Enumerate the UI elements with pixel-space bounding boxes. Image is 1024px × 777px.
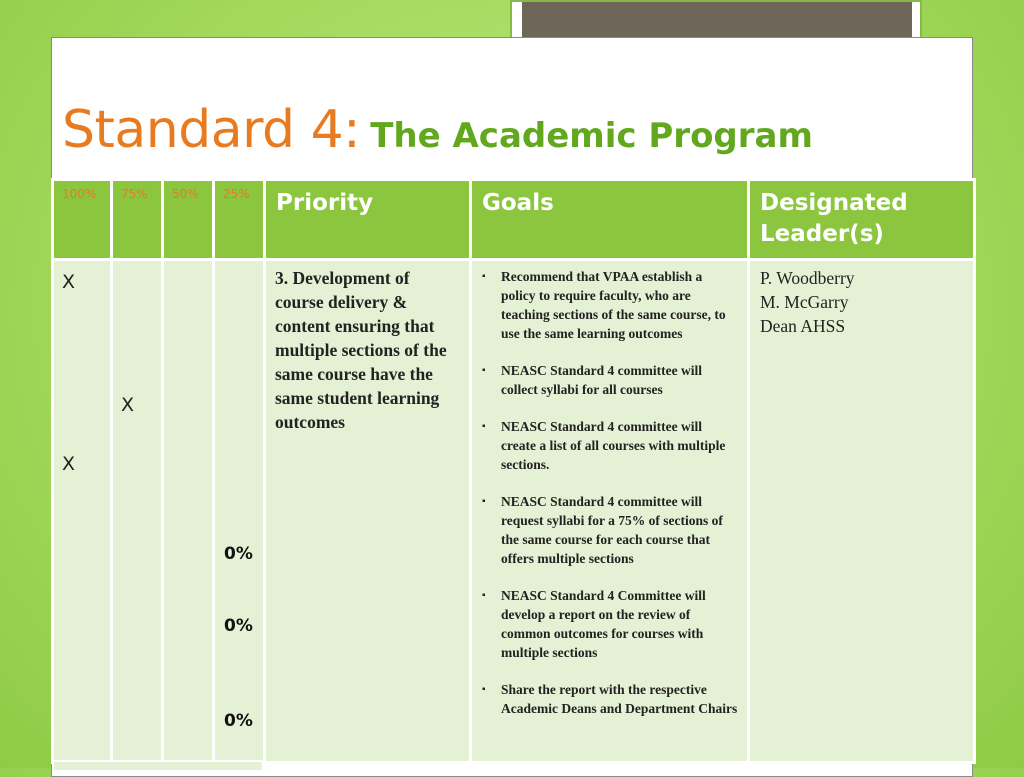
cell-100-percent — [54, 261, 110, 761]
mark-x: X — [62, 271, 76, 293]
leader-name: P. Woodberry — [760, 268, 855, 288]
goal-text: NEASC Standard 4 Committee will develop a report on the review of common outcomes for courses with multiple sections — [501, 588, 706, 660]
cell-designated-leaders — [750, 261, 973, 761]
cell-priority — [266, 261, 469, 761]
mark-x: X — [62, 453, 76, 475]
percent-value: 0% — [224, 544, 253, 564]
header-25-percent: 25% — [215, 181, 263, 258]
goals-list — [472, 261, 747, 718]
goal-text: NEASC Standard 4 committee will create a list of all courses with multiple sections. — [501, 419, 726, 472]
square-bullet-icon: ▪ — [482, 421, 486, 432]
cell-25-percent — [215, 261, 263, 761]
header-goals: Goals — [472, 181, 747, 258]
slide-title-sub: The Academic Program — [370, 116, 813, 156]
cell-goals — [472, 261, 747, 761]
goal-text: Share the report with the respective Academic Deans and Department Chairs — [501, 682, 738, 716]
goal-text: Recommend that VPAA establish a policy to require faculty, who are teaching sections of the same course, to use the same learning outcomes — [501, 269, 726, 341]
header-100-percent: 100% — [54, 181, 110, 258]
mark-x: X — [121, 394, 135, 416]
goal-text: NEASC Standard 4 committee will collect syllabi for all courses — [501, 363, 702, 397]
header-priority: Priority — [266, 181, 469, 258]
square-bullet-icon: ▪ — [482, 590, 486, 601]
square-bullet-icon: ▪ — [482, 271, 486, 282]
cell-50-percent — [164, 261, 212, 761]
progress-table — [51, 178, 976, 764]
goal-item — [482, 680, 739, 718]
priority-text: 3. Development of course delivery & content ensuring that multiple sections of the same course have the same student learning outcomes — [275, 268, 447, 432]
goal-text: NEASC Standard 4 committee will request syllabi for a 75% of sections of the same course for each course that offers multiple sections — [501, 494, 723, 566]
goal-item — [482, 586, 739, 662]
percent-value: 0% — [224, 616, 253, 636]
leaders-list — [750, 261, 973, 338]
goal-item — [482, 267, 739, 343]
goal-item — [482, 361, 739, 399]
square-bullet-icon: ▪ — [482, 496, 486, 507]
slide-title-main: Standard 4: — [62, 100, 361, 160]
table-header-row — [54, 181, 973, 258]
header-designated-leaders: Designated Leader(s) — [750, 181, 973, 258]
goal-item — [482, 417, 739, 474]
cell-75-percent — [113, 261, 161, 761]
leader-name: Dean AHSS — [760, 316, 846, 336]
header-50-percent: 50% — [164, 181, 212, 258]
percent-value: 0% — [224, 711, 253, 731]
goal-item — [482, 492, 739, 568]
next-row-strip — [54, 760, 262, 770]
table-row — [54, 261, 973, 761]
leader-name: M. McGarry — [760, 292, 849, 312]
header-75-percent: 75% — [113, 181, 161, 258]
square-bullet-icon: ▪ — [482, 365, 486, 376]
square-bullet-icon: ▪ — [482, 684, 486, 695]
slide-title — [62, 100, 813, 160]
